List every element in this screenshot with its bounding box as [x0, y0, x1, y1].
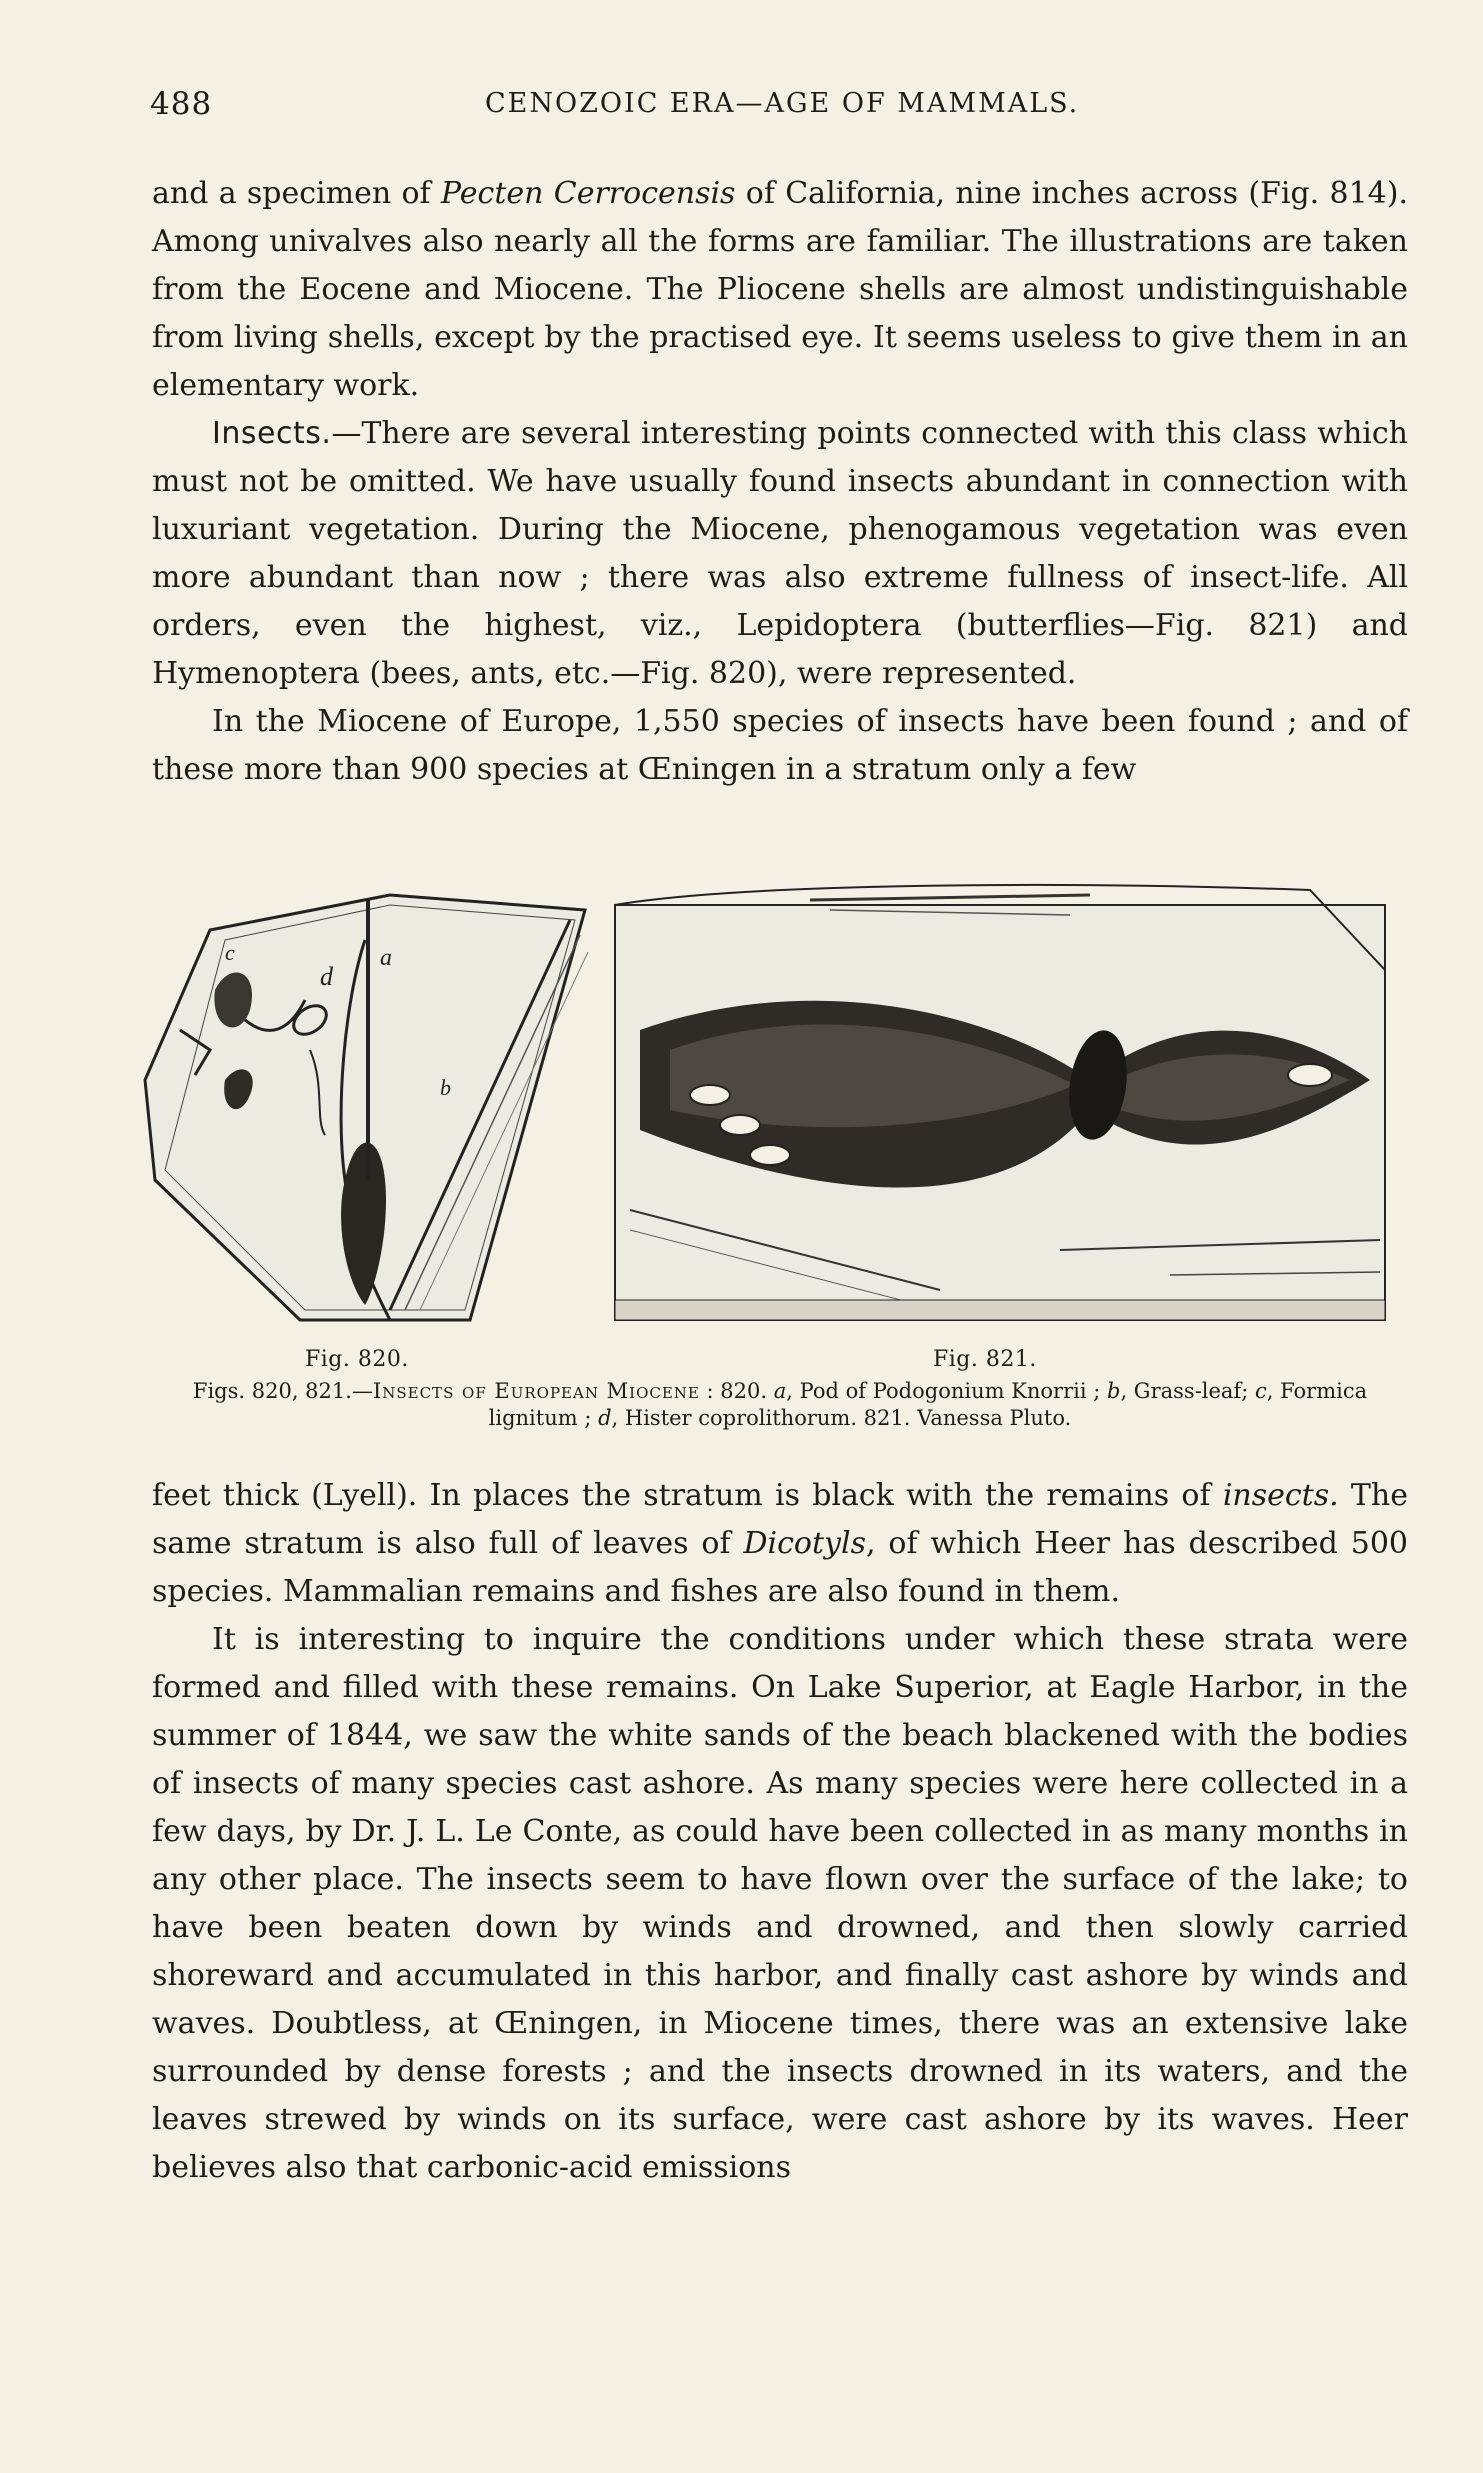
caption-letter-b: b [1107, 1379, 1121, 1403]
top-text-block [152, 170, 1408, 794]
caption-part-1: : 820. [699, 1379, 774, 1403]
figure-820-illustration [140, 880, 600, 1330]
paragraph-1-text-b: of California, nine inches across (Fig. 814). Among univalves also nearly all the forms are familiar. The illustrations are taken from the Eocene and Miocene. The Pliocene shells are almost undistinguishable from living shells, except by the practised eye. It seems useless to give them in an elementary work. [152, 176, 1408, 403]
species-name-pecten: Pecten Cerrocensis [440, 176, 736, 211]
bottom-text-block [152, 1472, 1408, 2192]
section-heading-insects: Insects. [212, 416, 332, 451]
paragraph-4-text-a: feet thick (Lyell). In places the stratum is black with the remains of [152, 1478, 1223, 1513]
figure-area [140, 880, 1430, 1340]
italic-dicotyls: Dicotyls [743, 1526, 866, 1561]
paragraph-3: In the Miocene of Europe, 1,550 species of insects have been found ; and of these more than 900 species at Œningen in a stratum only a few [152, 704, 1408, 787]
fig820-letter-c: c [225, 940, 235, 965]
figure-821-illustration [610, 880, 1400, 1330]
paragraph-5: It is interesting to inquire the conditions under which these strata were formed and filled with these remains. On Lake Superior, at Eagle Harbor, in the summer of 1844, we saw the white sands of the beach blackened with the bodies of insects of many species cast ashore. As many species were here collected in a few days, by Dr. J. L. Le Conte, as could have been collected in as many months in any other place. The insects seem to have flown over the surface of the lake; to have been beaten down by winds and drowned, and then slowly carried shoreward and accumulated in this harbor, and finally cast ashore by winds and waves. Doubtless, at Œningen, in Miocene times, there was an extensive lake surrounded by dense forests ; and the insects drowned in its waters, and the leaves strewed by winds on its surface, were cast ashore by its waves. Heer believes also that carbonic-acid emissions [152, 1622, 1408, 2185]
paragraph-1 [152, 170, 1408, 410]
paragraph-4-text-c: , of which Heer has described 500 species. Mammalian remains and fishes are also found in them. [152, 1526, 1408, 1609]
paragraph-1-text-a: and a specimen of [152, 176, 441, 211]
fig820-letter-b: b [440, 1075, 451, 1100]
caption-part-2: , Pod of Podogonium Knorrii ; [786, 1379, 1107, 1403]
fig820-letter-a: a [380, 945, 392, 971]
running-head: CENOZOIC ERA—AGE OF MAMMALS. [485, 88, 1080, 119]
caption-lead: Figs. 820, 821.— [192, 1379, 373, 1403]
caption-part-5: , Hister coprolithorum. 821. Vanessa Pluto. [611, 1406, 1072, 1430]
page-header [150, 86, 1410, 126]
caption-part-4: , Formica lignitum ; [488, 1379, 1368, 1430]
paragraph-4-text-b: The same stratum is also full of leaves of [152, 1478, 1409, 1561]
paragraph-insects-text: —There are several interesting points connected with this class which must not be omitted. We have usually found insects abundant in connection with luxuriant vegetation. During the Miocene, phenogamous vegetation was even more abundant than now ; there was also extreme fullness of insect-life. All orders, even the highest, viz., Lepidoptera (butterflies—Fig. 821) and Hymenoptera (bees, ants, etc.—Fig. 820), were represented. [152, 416, 1408, 691]
paragraph-4 [152, 1472, 1408, 1616]
caption-title: Insects of European Miocene [372, 1379, 700, 1403]
figure-caption [150, 1378, 1410, 1432]
caption-letter-d: d [598, 1406, 612, 1430]
caption-part-3: , Grass-leaf; [1120, 1379, 1255, 1403]
caption-letter-c: c [1254, 1379, 1267, 1403]
caption-letter-a: a [773, 1379, 787, 1403]
page-number: 488 [150, 86, 213, 122]
fig820-letter-d: d [320, 962, 333, 991]
paragraph-insects [152, 410, 1408, 698]
figure-821-label: Fig. 821. [933, 1347, 1037, 1372]
italic-insects: insects. [1222, 1478, 1339, 1513]
figure-820-label: Fig. 820. [305, 1347, 409, 1372]
